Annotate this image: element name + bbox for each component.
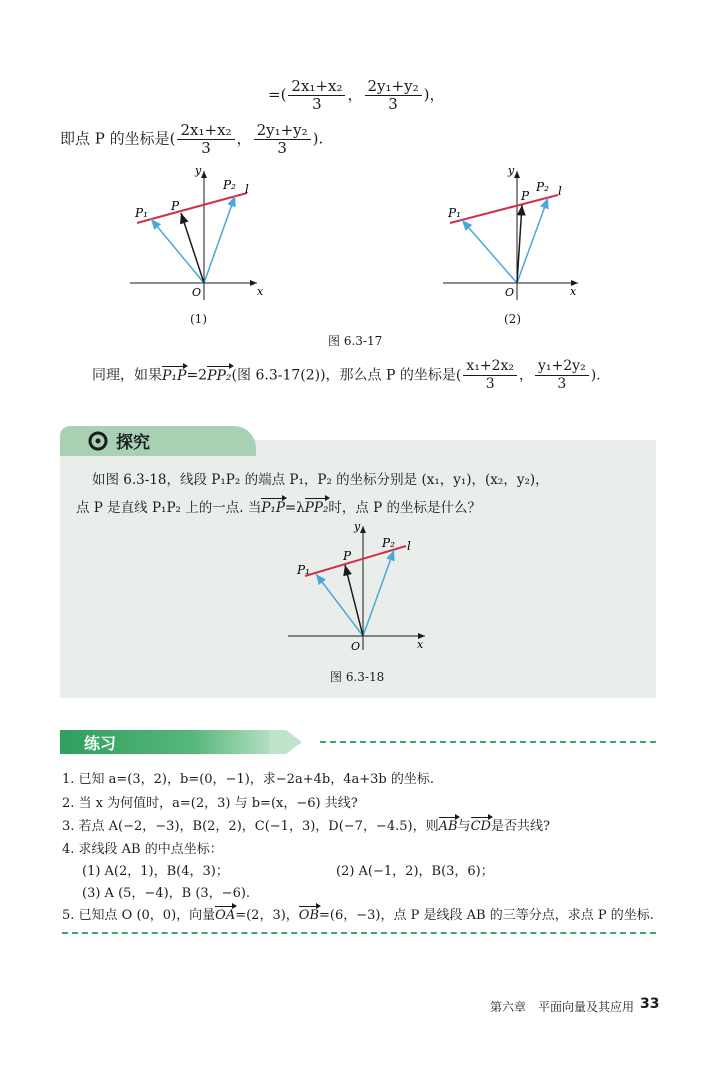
label-p: P [343, 549, 352, 563]
chapter-label: 第六章 平面向量及其应用 [490, 1000, 635, 1014]
divider-bottom [62, 932, 656, 934]
exercise-item-4-2: (2) A(−1，2)，B(3，6)； [336, 864, 494, 879]
vector-op1 [151, 219, 204, 283]
exercise-item-4-3: (3) A (5，−4)，B (3，−6). [82, 886, 251, 901]
explore-icon [88, 431, 110, 451]
exercise-item-3: 3. 若点 A(−2，−3)，B(2，2)，C(−1，3)，D(−7，−4.5)，则AB与CD是否共线? [62, 819, 550, 834]
fraction: $\frac{\text{2y₁+y₂}}{3}$ [365, 78, 422, 113]
fraction: $\frac{\text{x₁+2x₂}}{3}$ [463, 358, 517, 393]
fraction: $\frac{\text{2x₁+x₂}}{3}$ [288, 78, 345, 113]
figure-17-left [125, 165, 275, 305]
explore-title: 探究 [116, 433, 150, 453]
label-x: x [570, 285, 577, 298]
vector-op1 [316, 574, 363, 636]
figure-17-right-label: (2) [504, 312, 521, 326]
label-p1: P₁ [135, 206, 148, 220]
page-number: 33 [640, 996, 660, 1012]
exercise-item-5: 5. 已知点 O (0，0)，向量OA=(2，3)，OB=(6，−3)，点 P 是线段 AB 的三等分点，求点 P 的坐标. [62, 908, 654, 923]
vector-op1 [462, 220, 517, 283]
label-origin: O [192, 286, 202, 299]
vector-pp2: PP₂ [304, 500, 329, 516]
label-p1: P₁ [297, 563, 310, 577]
vector-p1p: P₁P [162, 367, 187, 384]
eq-prefix: =( [268, 85, 287, 104]
line-l [450, 195, 558, 223]
explore-line-1: 如图 6.3-18，线段 P₁P₂ 的端点 P₁，P₂ 的坐标分别是 (x₁，y₁)，(x₂，y₂)， [92, 472, 549, 488]
exercise-title: 练习 [84, 734, 117, 753]
vector-op2 [363, 550, 394, 636]
label-l: l [407, 539, 411, 553]
vector-pp2: PP₂ [207, 367, 232, 384]
explore-line-2: 点 P 是直线 P₁P₂ 上的一点. 当P₁P=λPP₂时，点 P 的坐标是什么？ [76, 500, 482, 516]
label-x: x [257, 285, 264, 298]
exercise-item-2: 2. 当 x 为何值时，a=(2，3) 与 b=(x，−6) 共线? [62, 796, 358, 811]
fraction: $\frac{\text{2x₁+x₂}}{3}$ [177, 122, 234, 157]
vector-op [181, 213, 204, 283]
similar-statement: 同理，如果P₁P=2PP₂(图 6.3-17(2))，那么点 P 的坐标是( $\frac{\text{x₁+2x₂}}{3}$ ， $\frac{\text{y₁+2y₂}}{3}$ ). [92, 358, 601, 392]
banner-arrow [270, 730, 310, 754]
vector-p1p: P₁P [261, 500, 285, 516]
label-p2: P₂ [382, 536, 395, 550]
vector-oa: OA [215, 908, 236, 923]
figure-17-right [438, 165, 588, 305]
fraction: $\frac{\text{2y₁+y₂}}{3}$ [254, 122, 311, 157]
exercise-item-4-1: (1) A(2，1)，B(4，3)； [82, 864, 229, 879]
top-equation: =( $\frac{\text{2x₁+x₂}}{3}$ ， $\frac{\text{2y₁+y₂}}{3}$ )， [268, 77, 445, 113]
vector-op2 [204, 196, 235, 283]
label-y: y [508, 165, 515, 177]
label-l: l [245, 182, 249, 196]
exercise-item-4: 4. 求线段 AB 的中点坐标： [62, 842, 223, 857]
label-p2: P₂ [223, 178, 236, 192]
exercise-item-1: 1. 已知 a=(3，2)，b=(0，−1)，求−2a+4b，4a+3b 的坐标. [62, 772, 434, 787]
figure-18-caption: 图 6.3-18 [330, 670, 385, 684]
vector-ob: OB [298, 908, 320, 923]
coordinate-statement: 即点 P 的坐标是( $\frac{\text{2x₁+x₂}}{3}$ ， $\frac{\text{2y₁+y₂}}{3}$ ). [60, 121, 324, 157]
vector-cd: CD [470, 819, 491, 834]
line-l [305, 546, 406, 576]
fraction: $\frac{\text{y₁+2y₂}}{3}$ [535, 358, 589, 393]
label-l: l [558, 184, 562, 198]
divider-top [320, 741, 656, 743]
label-y: y [195, 165, 202, 177]
vector-ab: AB [438, 819, 458, 834]
label-p1: P₁ [448, 206, 461, 220]
label-origin: O [505, 286, 515, 299]
figure-17-caption: 图 6.3-17 [328, 334, 383, 348]
label-p: P [171, 199, 180, 213]
label-origin: O [351, 640, 361, 653]
label-p2: P₂ [536, 180, 549, 194]
label-p: P [521, 189, 530, 203]
figure-18 [283, 520, 443, 655]
label-y: y [354, 520, 361, 533]
label-x: x [417, 638, 424, 651]
figure-17-left-label: (1) [190, 312, 207, 326]
